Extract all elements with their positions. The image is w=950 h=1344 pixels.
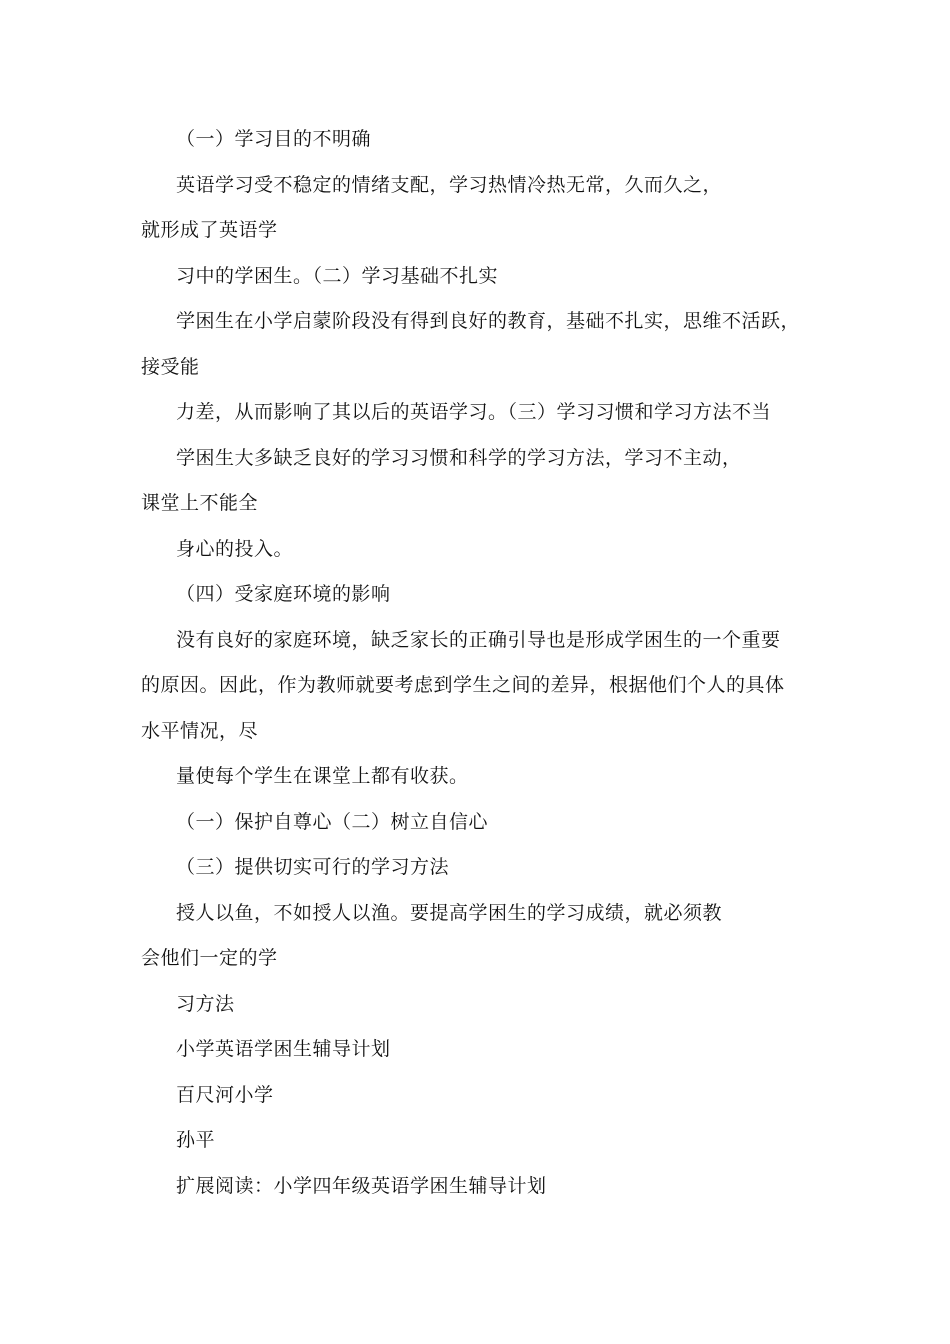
heading-self-esteem: （一）保护自尊心（二）树立自信心 (176, 811, 489, 833)
paragraph-line: 的原因。因此，作为教师就要考虑到学生之间的差异，根据他们个人的具体 (141, 674, 785, 696)
school-name: 百尺河小学 (176, 1084, 274, 1106)
paragraph-line: 会他们一定的学 (141, 947, 278, 969)
extended-reading: 扩展阅读：小学四年级英语学困生辅导计划 (176, 1175, 547, 1197)
paragraph-line: 量使每个学生在课堂上都有收获。 (176, 765, 469, 787)
paragraph-line: 英语学习受不稳定的情绪支配，学习热情冷热无常，久而久之， (176, 174, 723, 196)
paragraph-line: 没有良好的家庭环境，缺乏家长的正确引导也是形成学困生的一个重要 (176, 629, 781, 651)
paragraph-line: 水平情况，尽 (141, 720, 259, 742)
heading-learning-methods: （三）提供切实可行的学习方法 (176, 856, 450, 878)
paragraph-line: 课堂上不能全 (141, 492, 259, 514)
paragraph-line: 就形成了英语学 (141, 219, 278, 241)
document-title: 小学英语学困生辅导计划 (176, 1038, 391, 1060)
author-name: 孙平 (176, 1129, 216, 1151)
paragraph-line: 接受能 (141, 356, 200, 378)
paragraph-line: 学困生大多缺乏良好的学习习惯和科学的学习方法，学习不主动， (176, 447, 742, 469)
heading-family-environment: （四）受家庭环境的影响 (176, 583, 391, 605)
paragraph-line: 习中的学困生。（二）学习基础不扎实 (176, 265, 499, 287)
paragraph-line: 力差，从而影响了其以后的英语学习。（三）学习习惯和学习方法不当 (176, 401, 772, 423)
heading-goal-unclear: （一）学习目的不明确 (176, 128, 372, 150)
paragraph-line: 学困生在小学启蒙阶段没有得到良好的教育，基础不扎实，思维不活跃， (176, 310, 801, 332)
paragraph-line: 习方法 (176, 993, 235, 1015)
paragraph-line: 授人以鱼，不如授人以渔。要提高学困生的学习成绩，就必须教 (176, 902, 723, 924)
paragraph-line: 身心的投入。 (176, 538, 294, 560)
